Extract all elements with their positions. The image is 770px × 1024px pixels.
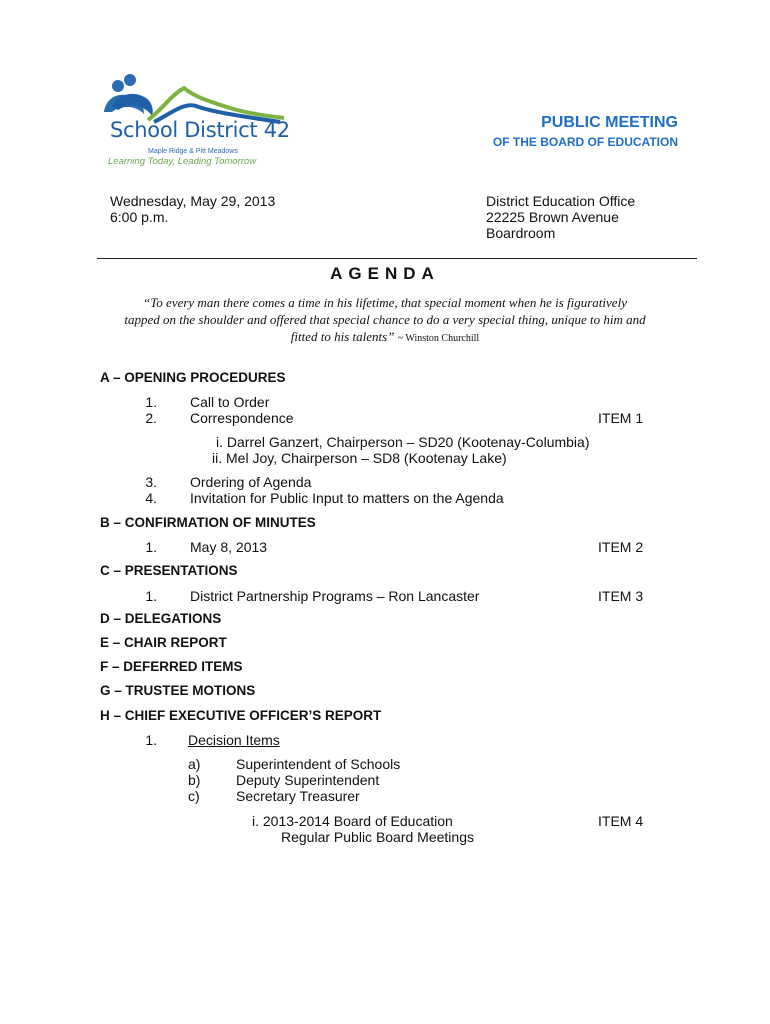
section-a-item-4-number: 4.: [145, 490, 157, 506]
district-logo: [100, 72, 290, 170]
quote-line-1: “To every man there comes a time in his lifetime, that special moment when he is figuratively: [143, 295, 627, 310]
section-a-item-2-sub-2: ii. Mel Joy, Chairperson – SD8 (Kootenay Lake): [212, 450, 507, 466]
location-line-1: District Education Office: [486, 193, 636, 209]
section-h-sub-b: Deputy Superintendent: [236, 772, 380, 788]
quote-author: ~ Winston Churchill: [397, 333, 480, 344]
logo-name: School District 42: [110, 118, 290, 142]
section-c-item-1: District Partnership Programs – Ron Lancaster: [190, 588, 480, 604]
item-4-reference: ITEM 4: [598, 813, 644, 829]
section-d-title: D – DELEGATIONS: [100, 611, 222, 626]
section-h-sub-b-label: b): [188, 772, 201, 788]
section-a-item-2: Correspondence: [190, 410, 294, 426]
section-a-item-2-sub-1: i. Darrel Ganzert, Chairperson – SD20 (Kootenay-Columbia): [216, 434, 590, 450]
section-c-title: C – PRESENTATIONS: [100, 563, 238, 578]
section-g-title: G – TRUSTEE MOTIONS: [100, 683, 256, 698]
section-h-item-1: Decision Items: [188, 732, 280, 748]
location-line-2: 22225 Brown Avenue: [486, 209, 619, 225]
meeting-subtitle: OF THE BOARD OF EDUCATION: [492, 135, 678, 149]
section-b-title: B – CONFIRMATION OF MINUTES: [100, 515, 316, 530]
quote-line-3: [0, 328, 770, 347]
item-2-reference: ITEM 2: [598, 539, 644, 555]
section-b-item-1: May 8, 2013: [190, 539, 268, 555]
agenda-title: AGENDA: [330, 264, 440, 283]
section-a-title: A – OPENING PROCEDURES: [100, 370, 286, 385]
logo-subtitle: Maple Ridge & Pitt Meadows: [148, 148, 238, 155]
section-a-item-1-number: 1.: [145, 394, 157, 410]
header-divider: [97, 258, 697, 259]
quote-line-2: tapped on the shoulder and offered that special chance to do a very special thing, unique to him and: [124, 312, 646, 327]
section-h-title: H – CHIEF EXECUTIVE OFFICER’S REPORT: [100, 708, 382, 723]
section-a-item-3: Ordering of Agenda: [190, 474, 312, 490]
meeting-time: 6:00 p.m.: [110, 209, 169, 225]
section-h-sub-c: Secretary Treasurer: [236, 788, 360, 804]
section-h-sub-a: Superintendent of Schools: [236, 756, 401, 772]
location-line-3: Boardroom: [486, 225, 556, 241]
section-e-title: E – CHAIR REPORT: [100, 635, 227, 650]
section-h-sub-c-item-1-cont: Regular Public Board Meetings: [281, 829, 474, 845]
section-a-item-3-number: 3.: [145, 474, 157, 490]
section-a-item-1: Call to Order: [190, 394, 270, 410]
section-a-item-2-number: 2.: [145, 410, 157, 426]
section-h-item-1-number: 1.: [145, 732, 157, 748]
section-h-sub-c-item-1: i. 2013-2014 Board of Education: [252, 813, 453, 829]
section-c-item-1-number: 1.: [145, 588, 157, 604]
meeting-title: PUBLIC MEETING: [541, 114, 678, 131]
section-b-item-1-number: 1.: [145, 539, 157, 555]
section-h-sub-c-label: c): [188, 788, 200, 804]
section-h-sub-a-label: a): [188, 756, 201, 772]
logo-tagline: Learning Today, Leading Tomorrow: [108, 156, 257, 167]
meeting-date: Wednesday, May 29, 2013: [110, 193, 276, 209]
quote-line-3-text: fitted to his talents”: [290, 329, 395, 344]
item-1-reference: ITEM 1: [598, 410, 644, 426]
item-3-reference: ITEM 3: [598, 588, 644, 604]
section-a-item-4: Invitation for Public Input to matters on the Agenda: [190, 490, 504, 506]
section-f-title: F – DEFERRED ITEMS: [100, 659, 243, 674]
